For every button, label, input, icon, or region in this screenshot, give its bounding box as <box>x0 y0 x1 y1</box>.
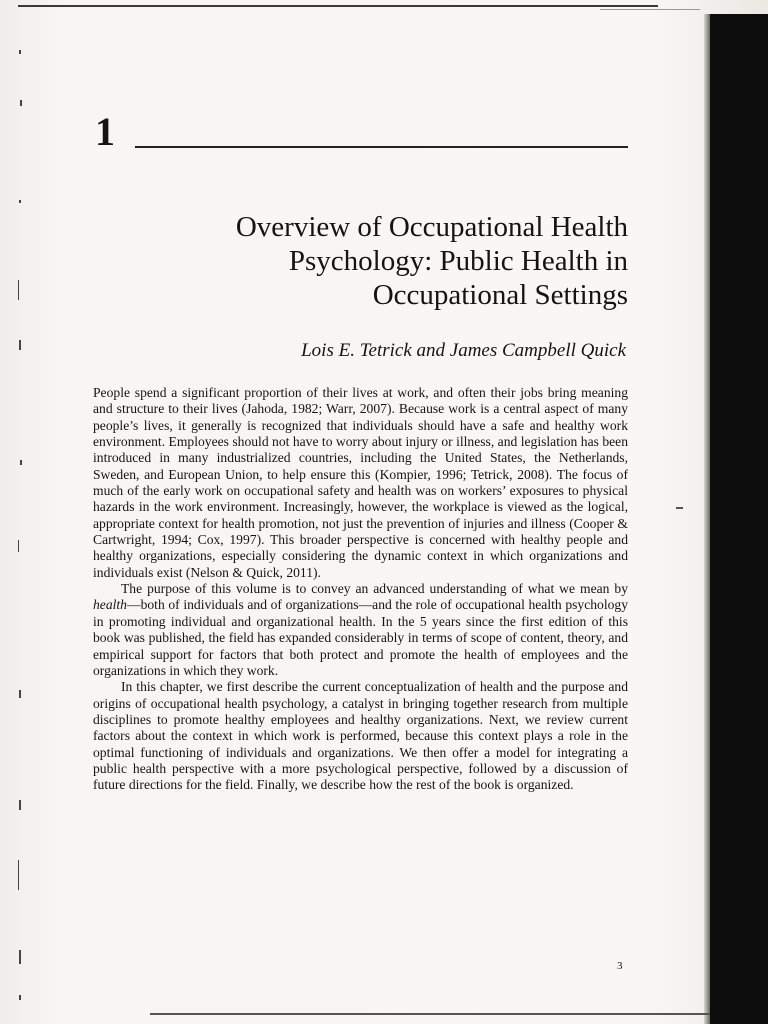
chapter-rule <box>135 146 628 148</box>
top-edge-faint-rule <box>600 9 700 10</box>
paragraph-2-start: The purpose of this volume is to convey an advanced understanding of what we mean by <box>121 581 628 597</box>
chapter-body <box>93 385 628 794</box>
bottom-edge-rule <box>150 1013 710 1015</box>
chapter-title-line-2: Psychology: Public Health in <box>288 245 628 277</box>
margin-mark <box>676 507 683 509</box>
chapter-title-line-3: Occupational Settings <box>372 279 628 311</box>
book-binding <box>710 14 768 1024</box>
chapter-authors: Lois E. Tetrick and James Campbell Quick <box>301 340 626 361</box>
paragraph-2-emphasis: health <box>93 597 127 613</box>
chapter-title-line-1: Overview of Occupational Health <box>235 211 628 243</box>
chapter-number: 1 <box>95 109 115 154</box>
top-edge-rule <box>18 5 658 7</box>
paragraph-2-end: —both of individuals and of organizations—and the role of occupational health psychology in promoting individual and organizational health. In the 5 years since the first edition of this book was published, the field has expanded considerably in terms of scope of content, theory, and empirical support for factors that both protect and promote the health of employees and the organizations in which they work. <box>93 597 628 678</box>
paragraph-2 <box>93 581 628 679</box>
paragraph-1: People spend a significant proportion of their lives at work, and often their jobs bring meaning and structure to their lives (Jahoda, 1982; Warr, 2007). Because work is a central aspect of many people’s lives, it generally is recognized that individuals should have a safe and healthy work environment. Employees should not have to worry about injury or illness, and legislation has been introduced in many industrialized countries, including the United States, the Netherlands, Sweden, and European Union, to help ensure this (Kompier, 1996; Tetrick, 2008). The focus of much of the early work on occupational safety and health was on workers’ exposures to physical hazards in the work environment. Increasingly, however, the workplace is viewed as the logical, appropriate context for health promotion, not just the prevention of injuries and illness (Cooper & Cartwright, 1994; Cox, 1997). This broader perspective is concerned with healthy people and healthy organizations, especially considering the dynamic context in which organizations and individuals exist (Nelson & Quick, 2011). <box>93 385 628 580</box>
paragraph-3: In this chapter, we first describe the current conceptualization of health and the purpose and origins of occupational health psychology, a catalyst in bringing together research from multiple disciplines to promote healthy employees and healthy organizations. Next, we review current factors about the context in which work is performed, because this context plays a role in the optimal functioning of individuals and organizations. We then offer a model for integrating a public health perspective with a more psychological perspective, followed by a discussion of future directions for the field. Finally, we describe how the rest of the book is organized. <box>93 679 628 793</box>
page-number: 3 <box>617 960 623 972</box>
left-gutter-marks <box>0 0 30 1024</box>
chapter-title <box>108 210 628 312</box>
